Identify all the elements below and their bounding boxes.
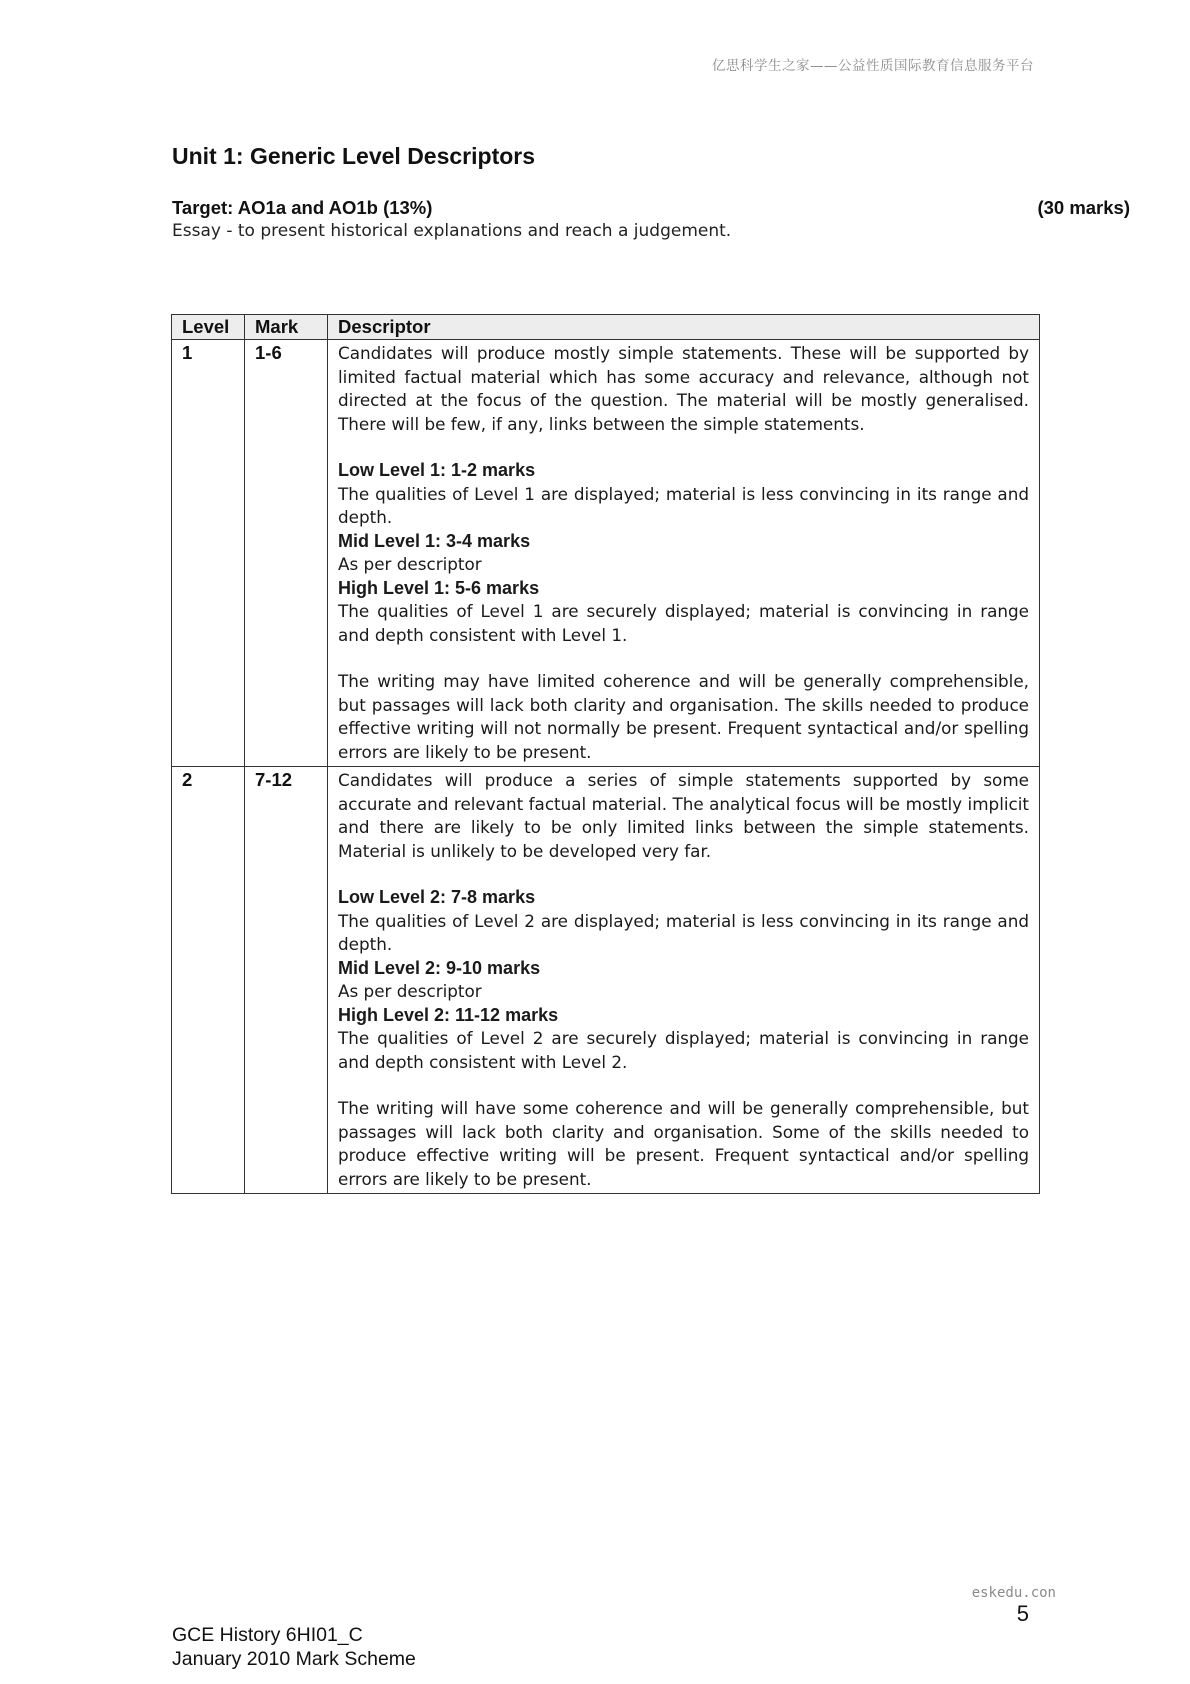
table-row [172, 767, 1040, 1194]
high-band-text: The qualities of Level 2 are securely displayed; material is convincing in range and depth consistent with Level 2. [338, 1028, 1029, 1072]
page-title: Unit 1: Generic Level Descriptors [172, 143, 536, 169]
footer-line-1: GCE History 6HI01_C [172, 1624, 363, 1646]
table-row [172, 340, 1040, 767]
high-band-title: High Level 1: 5-6 marks [338, 577, 540, 598]
low-band-title: Low Level 2: 7-8 marks [338, 887, 536, 907]
header-watermark: 亿思科学生之家——公益性质国际教育信息服务平台 [712, 58, 1034, 74]
descriptor-cell [328, 767, 1040, 1194]
high-band-text: The qualities of Level 1 are securely displayed; material is convincing in range and depth consistent with Level 1. [338, 601, 1029, 645]
low-band-text: The qualities of Level 1 are displayed; material is less convincing in its range and depth. [338, 483, 1029, 527]
target-label: Target: AO1a and AO1b (13%) [172, 197, 433, 218]
footer-line-2: January 2010 Mark Scheme [172, 1648, 416, 1670]
descriptor-intro: Candidates will produce a series of simple statements supported by some accurate and relevant factual material. The analytical focus will be mostly implicit and there are likely to be only limited links between the simple statements. Material is unlikely to be developed very far. [338, 770, 1029, 861]
mid-band-text: As per descriptor [338, 981, 482, 1001]
mid-band-title: Mid Level 2: 9-10 marks [338, 957, 541, 978]
mark-cell: 1-6 [245, 340, 328, 767]
high-band-title: High Level 2: 11-12 marks [338, 1004, 559, 1025]
footer-watermark: eskedu.con [971, 1585, 1056, 1601]
mark-cell: 7-12 [245, 767, 328, 1194]
header-mark: Mark [245, 315, 328, 340]
level-cell: 2 [172, 767, 245, 1194]
target-description: Essay - to present historical explanations and reach a judgement. [172, 221, 732, 241]
target-row [172, 197, 1130, 219]
total-marks: (30 marks) [1037, 197, 1130, 218]
level-cell: 1 [172, 340, 245, 767]
level-descriptor-table [171, 314, 1040, 1194]
footer [172, 1623, 416, 1671]
descriptor-intro: Candidates will produce mostly simple statements. These will be supported by limited factual material which has some accuracy and relevance, although not directed at the focus of the question. The material will be mostly generalised. There will be few, if any, links between the simple statements. [338, 343, 1029, 434]
low-band-text: The qualities of Level 2 are displayed; material is less convincing in its range and depth. [338, 910, 1029, 954]
table-header-row [172, 315, 1040, 340]
writing-quality-text: The writing may have limited coherence and will be generally comprehensible, but passages will lack both clarity and organisation. The skills needed to produce effective writing will not normally be present. Frequent syntactical and/or spelling errors are likely to be present. [338, 671, 1029, 762]
page-number: 5 [1016, 1601, 1029, 1626]
low-band-title: Low Level 1: 1-2 marks [338, 460, 536, 480]
mid-band-text: As per descriptor [338, 554, 482, 574]
header-descriptor: Descriptor [328, 315, 1040, 340]
mid-band-title: Mid Level 1: 3-4 marks [338, 530, 531, 551]
writing-quality-text: The writing will have some coherence and will be generally comprehensible, but passages will lack both clarity and organisation. Some of the skills needed to produce effective writing will be present. Frequent syntactical and/or spelling errors are likely to be present. [338, 1098, 1029, 1189]
descriptor-cell [328, 340, 1040, 767]
header-level: Level [172, 315, 245, 340]
